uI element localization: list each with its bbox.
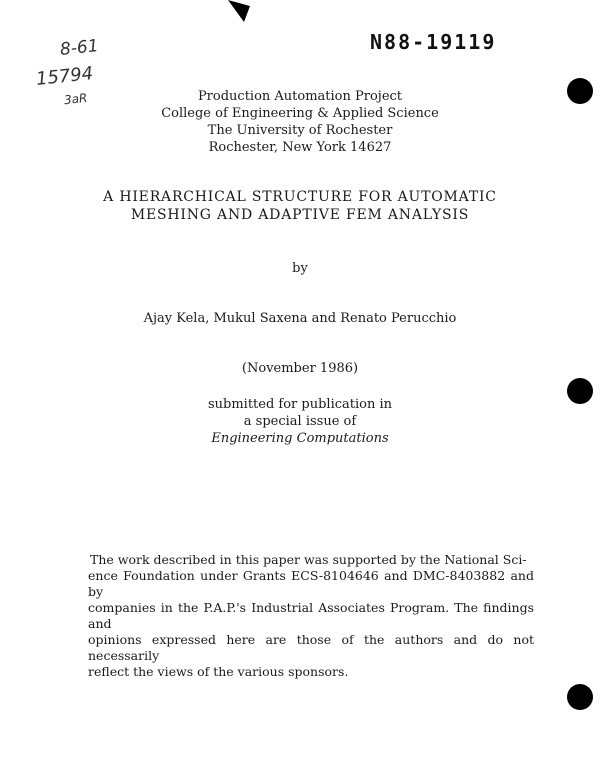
handwritten-note-3: 3aR	[63, 90, 88, 108]
handwritten-note-1: 8-61	[59, 36, 100, 60]
document-number: N88-19119	[370, 30, 497, 54]
acknowledgment-line-3: companies in the P.A.P.'s Industrial Associates Program. The findings and	[88, 600, 534, 631]
acknowledgment-line-1: The work described in this paper was supported by the National Sci-	[90, 552, 527, 567]
acknowledgment-line-5: reflect the views of the various sponsors.	[88, 664, 349, 679]
acknowledgment-paragraph	[88, 552, 534, 680]
university-address: Rochester, New York 14627	[208, 140, 392, 155]
authors: Ajay Kela, Mukul Saxena and Renato Perucchio	[143, 311, 457, 326]
punch-hole-icon	[567, 684, 593, 710]
acknowledgment-line-2: ence Foundation under Grants ECS-8104646 and DMC-8403882 and by	[88, 568, 534, 599]
by-label: by	[292, 261, 308, 276]
college-name: College of Engineering & Applied Science	[161, 106, 439, 121]
university-name: The University of Rochester	[207, 123, 393, 138]
journal-name: Engineering Computations	[211, 431, 389, 446]
submission-note-line-2: a special issue of	[243, 414, 357, 429]
submission-note-line-1: submitted for publication in	[207, 397, 393, 412]
corner-mark-icon	[228, 0, 250, 22]
paper-title-line-2: MESHING AND ADAPTIVE FEM ANALYSIS	[130, 207, 470, 223]
project-name: Production Automation Project	[197, 89, 403, 104]
publication-date: (November 1986)	[241, 361, 359, 376]
handwritten-note-2: 15794	[35, 63, 95, 90]
acknowledgment-line-4: opinions expressed here are those of the authors and do not necessarily	[88, 632, 534, 663]
paper-title-line-1: A HIERARCHICAL STRUCTURE FOR AUTOMATIC	[103, 189, 497, 205]
